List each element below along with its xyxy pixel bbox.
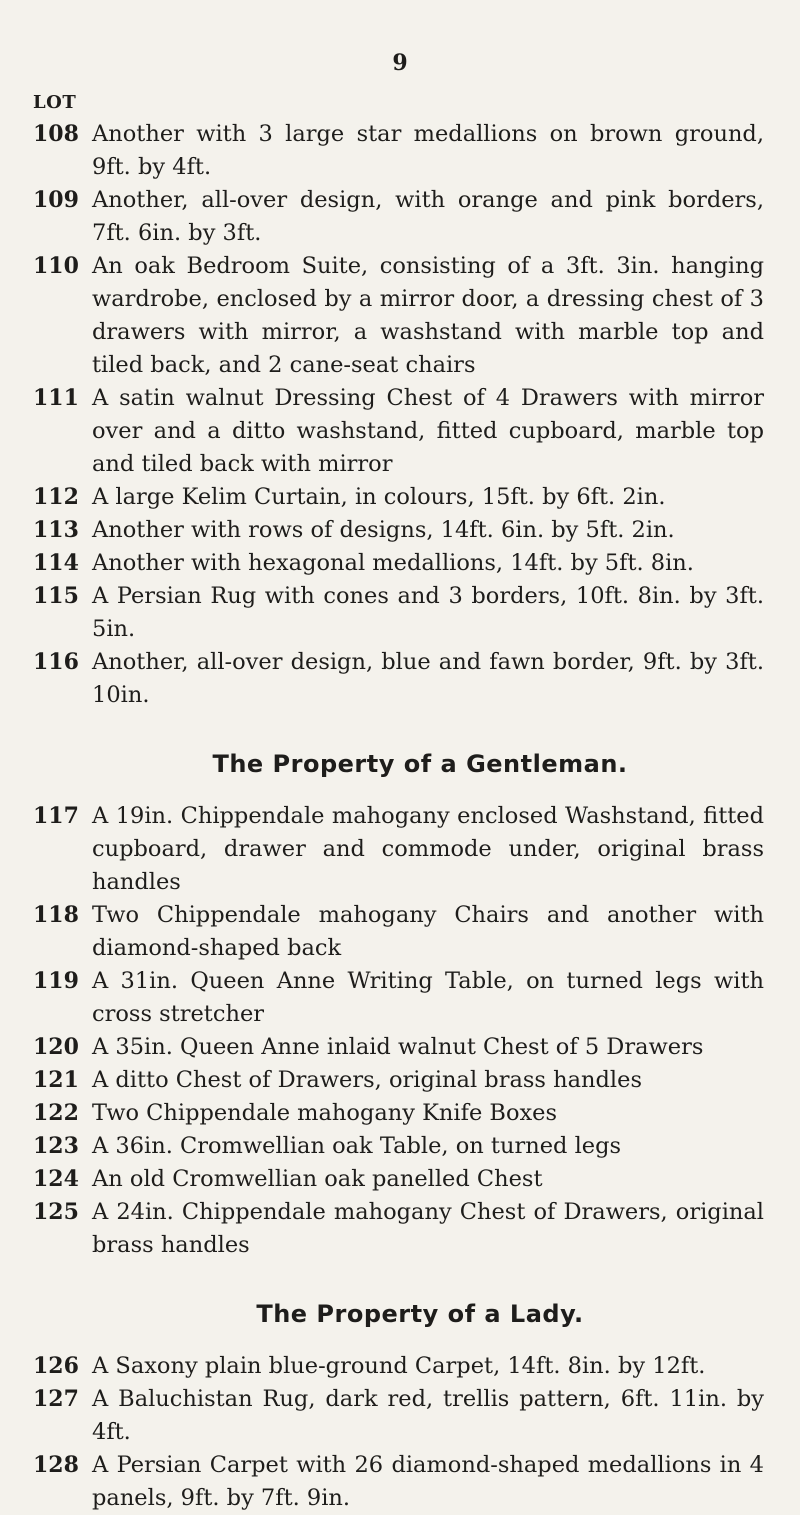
lot-description: Two Chippendale mahogany Chairs and another with diamond-shaped back [92,902,764,961]
lot-entry [0,646,800,712]
lot-number: 116 [33,649,79,675]
lot-number: 113 [33,517,79,543]
lot-description: An old Cromwellian oak panelled Chest [92,1166,543,1192]
lot-entry [0,800,800,899]
lot-number: 118 [33,902,79,928]
lot-entry [0,1449,800,1515]
lot-number: 115 [33,583,79,609]
lot-number: 124 [33,1166,79,1192]
lot-number: 125 [33,1199,79,1225]
lot-entry [0,481,800,514]
lot-description: A Saxony plain blue-ground Carpet, 14ft. 8in. by 12ft. [92,1353,706,1379]
lot-description: Another with 3 large star medallions on brown ground, 9ft. by 4ft. [92,121,764,180]
section-title-gentleman: The Property of a Gentleman. [212,750,628,778]
section-title-lady: The Property of a Lady. [256,1300,584,1328]
lot-number: 111 [33,385,79,411]
lot-description: Another with hexagonal medallions, 14ft. by 5ft. 8in. [92,550,694,576]
lot-entry [0,184,800,250]
lot-entry [0,1196,800,1262]
lot-number: 127 [33,1386,79,1412]
lot-group-3 [0,1350,800,1515]
lot-list [0,118,800,1515]
lot-entry [0,1350,800,1383]
lot-description: A Persian Rug with cones and 3 borders, 10ft. 8in. by 3ft. 5in. [92,583,764,642]
lot-entry [0,899,800,965]
lot-number: 121 [33,1067,79,1093]
lot-entry [0,250,800,382]
lot-entry [0,580,800,646]
lot-number: 120 [33,1034,79,1060]
lot-entry [0,1064,800,1097]
lot-number: 128 [33,1452,79,1478]
lot-description: A Baluchistan Rug, dark red, trellis pattern, 6ft. 11in. by 4ft. [92,1386,764,1445]
lot-entry [0,965,800,1031]
lot-description: Two Chippendale mahogany Knife Boxes [92,1100,558,1126]
lot-description: Another with rows of designs, 14ft. 6in. by 5ft. 2in. [92,517,675,543]
lot-entry [0,118,800,184]
lot-number: 119 [33,968,79,994]
lot-description: A large Kelim Curtain, in colours, 15ft. by 6ft. 2in. [92,484,666,510]
lot-description: A 31in. Queen Anne Writing Table, on turned legs with cross stretcher [92,968,764,1027]
lot-number: 122 [33,1100,79,1126]
lot-description: A 19in. Chippendale mahogany enclosed Washstand, fitted cupboard, drawer and commode under, original brass handles [92,803,764,895]
lot-number: 108 [33,121,79,147]
lot-entry [0,382,800,481]
lot-entry [0,1031,800,1064]
lot-description: A 35in. Queen Anne inlaid walnut Chest of 5 Drawers [92,1034,704,1060]
lot-number: 114 [33,550,79,576]
lot-entry [0,514,800,547]
lot-entry [0,1097,800,1130]
lot-number: 123 [33,1133,79,1159]
lot-description: A 36in. Cromwellian oak Table, on turned legs [92,1133,622,1159]
page-number: 9 [392,50,408,76]
lot-group-1 [0,118,800,712]
lot-entry [0,547,800,580]
lot-description: A 24in. Chippendale mahogany Chest of Drawers, original brass handles [92,1199,764,1258]
lot-description: A ditto Chest of Drawers, original brass handles [92,1067,642,1093]
lot-number: 112 [33,484,79,510]
lot-description: A Persian Carpet with 26 diamond-shaped medallions in 4 panels, 9ft. by 7ft. 9in. [92,1452,764,1511]
lot-number: 110 [33,253,79,279]
lot-number: 117 [33,803,79,829]
lot-entry [0,1130,800,1163]
lot-description: An oak Bedroom Suite, consisting of a 3ft. 3in. hanging wardrobe, enclosed by a mirror door, a dressing chest of 3 drawers with mirror, a washstand with marble top and tiled back, and 2 cane-seat chairs [92,253,764,378]
lot-column-heading: LOT [33,92,77,113]
lot-group-2 [0,800,800,1262]
lot-description: Another, all-over design, with orange and pink borders, 7ft. 6in. by 3ft. [92,187,764,246]
lot-number: 109 [33,187,79,213]
lot-description: Another, all-over design, blue and fawn border, 9ft. by 3ft. 10in. [92,649,764,708]
lot-number: 126 [33,1353,79,1379]
lot-entry [0,1383,800,1449]
lot-entry [0,1163,800,1196]
lot-description: A satin walnut Dressing Chest of 4 Drawers with mirror over and a ditto washstand, fitted cupboard, marble top and tiled back with mirror [92,385,764,477]
